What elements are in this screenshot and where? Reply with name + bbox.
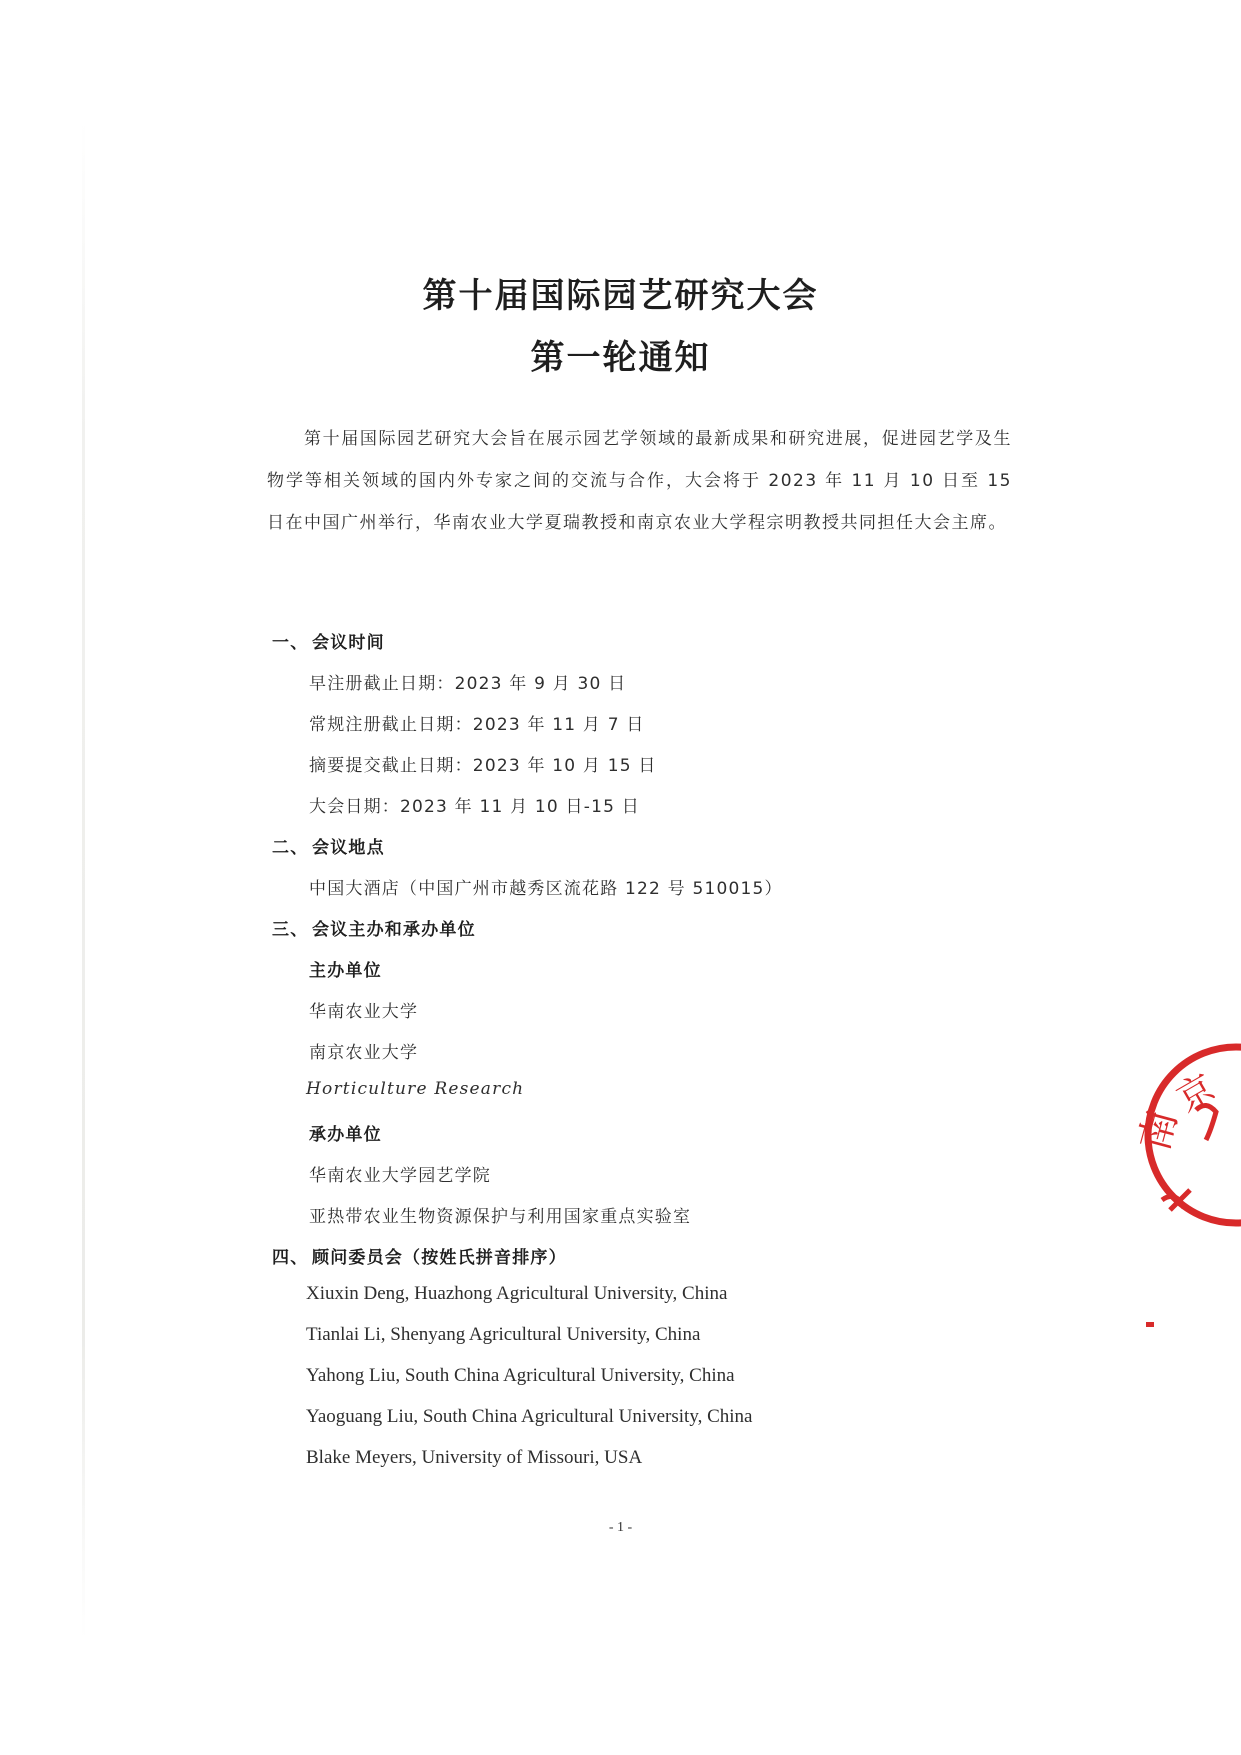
- section-title: 会议时间: [312, 633, 385, 653]
- list-item: 华南农业大学: [309, 1002, 419, 1022]
- svg-text:南: 南: [1131, 1104, 1187, 1156]
- official-seal-stamp: [1066, 1040, 1241, 1240]
- document-title: 第十届国际园艺研究大会: [422, 276, 819, 316]
- list-item: 华南农业大学园艺学院: [309, 1166, 491, 1186]
- host-label: 主办单位: [309, 961, 382, 981]
- organizer-label: 承办单位: [309, 1125, 382, 1145]
- list-item: 中国大酒店（中国广州市越秀区流花路 122 号 510015）: [309, 879, 783, 899]
- seal-mark: [1146, 1322, 1154, 1327]
- intro-paragraph: 第十届国际园艺研究大会旨在展示园艺学领域的最新成果和研究进展，促进园艺学及生物学等相关领域的国内外专家之间的交流与合作，大会将于 2023 年 11 月 10 日至 15 日在中国广州举行，华南农业大学夏瑞教授和南京农业大学程宗明教授共同担任大会主席。: [267, 429, 1013, 533]
- page-number: - 1 -: [608, 1520, 633, 1535]
- section-title: 顾问委员会（按姓氏拼音排序）: [312, 1248, 567, 1268]
- list-item: Tianlai Li, Shenyang Agricultural University, China: [306, 1324, 701, 1345]
- section-number: 二、: [272, 838, 309, 858]
- section-number: 四、: [272, 1248, 309, 1268]
- section-heading-time: [272, 628, 385, 653]
- list-item: 早注册截止日期：2023 年 9 月 30 日: [309, 674, 627, 694]
- list-item: 亚热带农业生物资源保护与利用国家重点实验室: [309, 1207, 692, 1227]
- section-heading-location: [272, 833, 385, 858]
- list-item: 南京农业大学: [309, 1043, 419, 1063]
- document-subtitle: 第一轮通知: [530, 338, 711, 378]
- section-heading-organizers: [272, 915, 476, 940]
- list-item: Yahong Liu, South China Agricultural University, China: [306, 1365, 735, 1386]
- section-number: 三、: [272, 920, 309, 940]
- list-item: 大会日期：2023 年 11 月 10 日-15 日: [309, 797, 640, 817]
- section-number: 一、: [272, 633, 309, 653]
- section-title: 会议地点: [312, 838, 385, 858]
- list-item: 摘要提交截止日期：2023 年 10 月 15 日: [309, 756, 657, 776]
- list-item: Xiuxin Deng, Huazhong Agricultural University, China: [306, 1283, 728, 1304]
- list-item: Blake Meyers, University of Missouri, USA: [306, 1447, 643, 1468]
- list-item: Yaoguang Liu, South China Agricultural University, China: [306, 1406, 753, 1427]
- section-heading-advisory: [272, 1243, 567, 1268]
- section-title: 会议主办和承办单位: [312, 920, 476, 940]
- svg-text:京: 京: [1170, 1067, 1223, 1121]
- list-item: 常规注册截止日期：2023 年 11 月 7 日: [309, 715, 645, 735]
- list-item-journal: Horticulture Research: [306, 1079, 525, 1099]
